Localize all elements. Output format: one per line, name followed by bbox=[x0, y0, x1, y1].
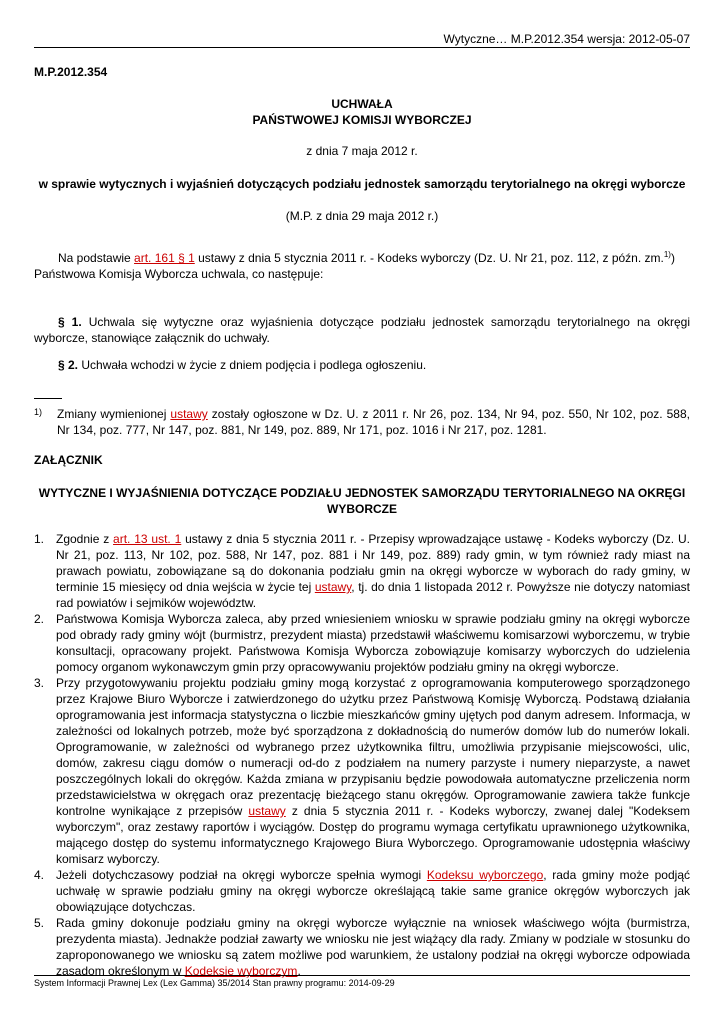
preamble-text-start: Na podstawie bbox=[58, 251, 135, 265]
article-161-link[interactable]: art. 161 § 1 bbox=[134, 251, 195, 265]
list-item: 2. Państwowa Komisja Wyborcza zaleca, aby przed wniesieniem wniosku w sprawie podziału gminy na okręgi wyborcze pod obrady rady gminy wójt (burmistrz, prezydent miasta) przedstawił właściwemu komisarzowi wyborczemu, w trybie konsultacji, opracowany projekt. Państwowa Komisja Wyborcza zobowiązuje komisarzy wyborczych do udzielenia pomocy organom wykonawczym gmin przy opracowywaniu projektów podziału gminy na okręgi wyborcze. bbox=[34, 612, 690, 674]
item-number: 5. bbox=[34, 916, 45, 930]
section-1-text: Uchwala się wytyczne oraz wyjaśnienia dotyczące podziału jednostek samorządu terytorialnego na okręgi wyborcze, stanowiące załącznik do uchwały. bbox=[34, 315, 690, 345]
header-divider bbox=[34, 47, 690, 48]
guideline-list bbox=[34, 531, 690, 979]
preamble-line2: Państwowa Komisja Wyborcza uchwala, co następuje: bbox=[34, 267, 324, 281]
publication-note: (M.P. z dnia 29 maja 2012 r.) bbox=[285, 209, 439, 223]
item-number: 3. bbox=[34, 676, 45, 690]
item-number: 4. bbox=[34, 868, 45, 882]
resolution-title: UCHWAŁA bbox=[331, 97, 393, 111]
footnote-mark: 1) bbox=[34, 407, 43, 417]
footer-divider bbox=[34, 975, 690, 976]
kodeksie-wyborczym-link[interactable]: Kodeksie wyborczym bbox=[184, 964, 298, 978]
document-id: M.P.2012.354 bbox=[34, 65, 108, 79]
footnote-ustawy-link[interactable]: ustawy bbox=[170, 407, 208, 421]
annex-label: ZAŁĄCZNIK bbox=[34, 453, 103, 467]
item-number: 2. bbox=[34, 612, 45, 626]
list-item: 5. Rada gminy dokonuje podziału gminy na okręgi wyborcze wyłącznie na wniosek właściwego wójta (burmistrza, prezydenta miasta). Jednakże podział zawarty we wniosku nie jest wiążący dla rady. Zmiany w podziale w stosunku do zaproponowanego we wniosku są zatem możliwe pod warunkiem, że ustalony podział na okręgi wyborcze odpowiada zasadom określonym w Kodeksie wyborczym. bbox=[34, 916, 690, 978]
resolution-date: z dnia 7 maja 2012 r. bbox=[306, 144, 418, 158]
footnote-reference[interactable]: 1) bbox=[663, 250, 671, 259]
section-1 bbox=[34, 314, 690, 346]
kodeksu-wyborczego-link[interactable]: Kodeksu wyborczego bbox=[426, 868, 544, 882]
section-2-label: § 2. bbox=[58, 358, 79, 372]
list-item: 3. Przy przygotowywaniu projektu podziału gminy mogą korzystać z oprogramowania komputerowego sporządzonego przez Krajowe Biuro Wyborcze i zatwierdzonego do użytku przez Państwową Komisję Wyborczą. Podstawą działania oprogramowania jest informacja statystyczna o liczbie mieszkańców gminy ujętych pod danym adresem. Informacja, w zależności od lokalnych potrzeb, może być sporządzona z dokładnością do numerów domów lub do numerów lokali. Oprogramowanie, w zależności od wybranego przez użytkownika filtru, umożliwia przypisanie miejscowości, ulic, domów, zakresu ciągu domów o numeracji od-do z podziałem na numery parzyste i numery nieparzyste, a nawet poszczególnych lokali do okręgów. Każda zmiana w przypisaniu będzie powodowała automatyczne przeliczenia norm przedstawicielstwa w okręgach oraz prezentację bieżącego stanu okręgów. Oprogramowanie zawiera także funkcje kontrolne wynikające z przepisów ustawy z dnia 5 stycznia 2011 r. - Kodeks wyborczy, zwanej dalej "Kodeksem wyborczym", oraz zestawy raportów i wyciągów. Dostęp do programu wymaga certyfikatu uprawnionego użytkownika, mającego dostęp do systemu informatycznego Krajowego Biura Wyborczego. Oprogramowanie udostępnia właściwy komisarz wyborczy. bbox=[34, 676, 690, 866]
section-2 bbox=[34, 357, 690, 373]
issuer-title: PAŃSTWOWEJ KOMISJI WYBORCZEJ bbox=[252, 113, 472, 127]
footnote-divider bbox=[34, 398, 62, 399]
preamble-text-end: ustawy z dnia 5 stycznia 2011 r. - Kodeks wyborczy (Dz. U. Nr 21, poz. 112, z późn. zm. bbox=[194, 251, 664, 265]
section-2-text: Uchwała wchodzi w życie z dniem podjęcia i podlega ogłoszeniu. bbox=[78, 358, 427, 372]
annex-title: WYTYCZNE I WYJAŚNIENIA DOTYCZĄCE PODZIAŁU JEDNOSTEK SAMORZĄDU TERYTORIALNEGO NA OKRĘGI WYBORCZE bbox=[38, 486, 686, 516]
section-1-label: § 1. bbox=[58, 315, 82, 329]
article-13-link[interactable]: art. 13 ust. 1 bbox=[113, 532, 182, 546]
item-number: 1. bbox=[34, 532, 45, 546]
preamble: Na podstawie art. 161 § 1 ustawy z dnia 5 stycznia 2011 r. - Kodeks wyborczy (Dz. U. Nr 21, poz. 112, z późn. zm.$^{1)}$) Państwowa Komisja Wyborcza uchwala, co następuje: bbox=[34, 250, 690, 282]
list-item: 4. Jeżeli dotychczasowy podział na okręgi wyborcze spełnia wymogi Kodeksu wyborczego, rada gminy może podjąć uchwałę w sprawie podziału gminy na okręgi wyborcze określającą takie same granice okręgów wyborczych jak obowiązujące dotychczas. bbox=[34, 868, 690, 914]
resolution-subject: w sprawie wytycznych i wyjaśnień dotyczących podziału jednostek samorządu terytorialnego na okręgi wyborcze bbox=[38, 177, 686, 191]
page-header: Wytyczne… M.P.2012.354 wersja: 2012-05-07 bbox=[443, 32, 690, 46]
page-footer: System Informacji Prawnej Lex (Lex Gamma) 35/2014 Stan prawny programu: 2014-09-29 bbox=[34, 978, 395, 988]
ustawy-link[interactable]: ustawy bbox=[314, 580, 352, 594]
ustawy-link[interactable]: ustawy bbox=[248, 804, 286, 818]
footnote-text: Zmiany wymienionej ustawy zostały ogłoszone w Dz. U. z 2011 r. Nr 26, poz. 134, Nr 94, poz. 550, Nr 102, poz. 588, Nr 134, poz. 777, Nr 147, poz. 881, Nr 149, poz. 889, Nr 171, poz. 1016 i Nr 217, poz. 1281. bbox=[57, 407, 690, 437]
list-item: 1. Zgodnie z art. 13 ust. 1 ustawy z dnia 5 stycznia 2011 r. - Przepisy wprowadzające ustawę - Kodeks wyborczy (Dz. U. Nr 21, poz. 113, Nr 102, poz. 588, Nr 147, poz. 881 i Nr 149, poz. 889) rady gmin, w tym również rady miast na prawach powiatu, zobowiązane są do dokonania podziału gmin na okręgi wyborcze w wyborach do rady gminy, w terminie 15 miesięcy od dnia wejścia w życie tej ustawy, tj. do dnia 1 listopada 2012 r. Powyższe nie dotyczy natomiast rad powiatów i sejmików województw. bbox=[34, 532, 690, 610]
